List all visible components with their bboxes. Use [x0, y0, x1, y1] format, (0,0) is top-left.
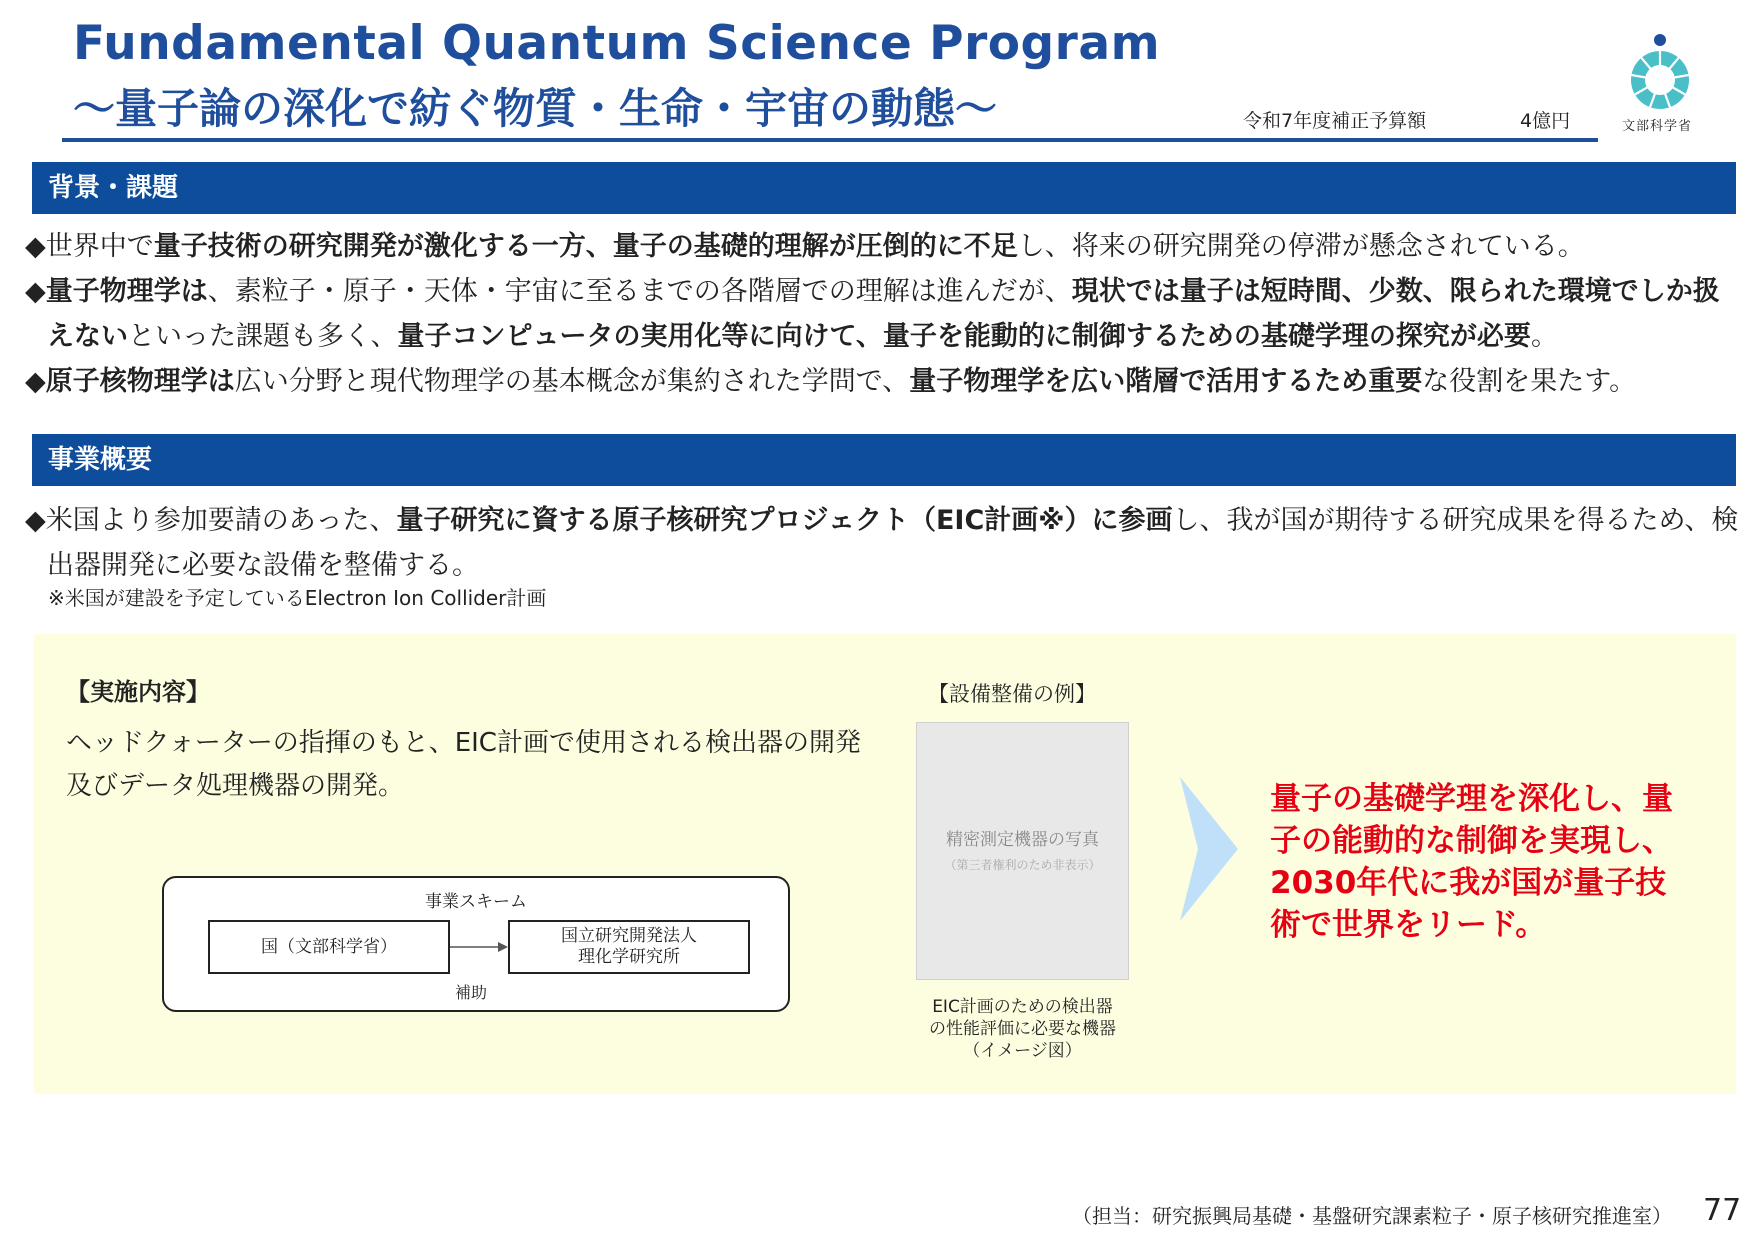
bold-run: 現状では量子は短時間、少数、限られた環境でしか扱えない [47, 276, 1720, 352]
ministry-logo-text: 文部科学省 [1622, 119, 1693, 134]
page-number: 77 [1703, 1193, 1742, 1228]
text-run: 、素粒子・原子・天体・宇宙に至るまでの各階層での理解は進んだが、 [207, 276, 1072, 307]
bullet-item [25, 359, 1735, 404]
equipment-photo-placeholder [916, 722, 1129, 980]
budget-value: 4億円 [1520, 110, 1571, 132]
scheme-flow-arrow-icon [450, 938, 510, 956]
bold-run: 量子技術の研究開発が激化する一方、量子の基礎的理解が圧倒的に不足 [153, 231, 1018, 262]
text-run: ◆米国より参加要請のあった、 [25, 505, 397, 536]
scheme-flow-label: 補助 [455, 983, 488, 1002]
implementation-body: ヘッドクォーターの指揮のもと、EIC計画で使用される検出器の開発及びデータ処理機器の開発。 [66, 728, 861, 801]
photo-placeholder-sublabel: （第三者権利のため非表示） [944, 858, 1101, 872]
implementation-heading: 【実施内容】 [66, 678, 210, 706]
photo-placeholder-label: 精密測定機器の写真 [946, 830, 1099, 850]
section-header-overview: 事業概要 [32, 434, 1736, 486]
equipment-caption [900, 996, 1145, 1062]
text-run: し、将来の研究開発の停滞が懸念されている。 [1017, 231, 1585, 262]
text-run: ◆ [25, 276, 46, 307]
bold-run: 量子物理学を広い階層で活用するため重要 [909, 366, 1423, 397]
goal-line-4: 術で世界をリード。 [1270, 907, 1547, 943]
goal-line-1: 量子の基礎学理を深化し、量 [1270, 781, 1673, 817]
text-run: 。 [1530, 321, 1558, 352]
equipment-heading: 【設備整備の例】 [928, 682, 1096, 706]
footnote: ※米国が建設を予定しているElectron Ion Collider計画 [48, 586, 547, 610]
text-run: 広い分野と現代物理学の基本概念が集約された学問で、 [234, 366, 910, 397]
text-run: な役割を果たす。 [1422, 366, 1637, 397]
text-run: し、我が国が期待する研究成果を得るため、検出器開発に必要な設備を整備する。 [47, 505, 1739, 581]
page-title-en: Fundamental Quantum Science Program [73, 16, 1161, 71]
bold-run: 量子研究に資する原子核研究プロジェクト（EIC計画※）に参画 [396, 505, 1173, 536]
scheme-riken-line1: 国立研究開発法人 [561, 926, 697, 946]
caption-line-3: （イメージ図） [963, 1041, 1082, 1061]
chevron-right-arrow-icon [1180, 777, 1238, 921]
budget-label: 令和7年度補正予算額 [1243, 110, 1427, 132]
goal-line-3: 2030年代に我が国が量子技 [1270, 865, 1667, 901]
text-run: ◆世界中で [25, 231, 154, 262]
section-header-background: 背景・課題 [32, 162, 1736, 214]
title-underline [62, 138, 1598, 142]
bold-run: 原子核物理学は [45, 366, 235, 397]
scheme-riken-line2: 理化学研究所 [578, 947, 680, 967]
bullet-item [25, 498, 1740, 588]
scheme-box-ministry: 国（文部科学省） [208, 920, 450, 974]
caption-line-2: の性能評価に必要な機器 [929, 1019, 1116, 1039]
bold-run: 量子コンピュータの実用化等に向けて、量子を能動的に制御するための基礎学理の探究が必要 [397, 321, 1531, 352]
bullet-item [25, 224, 1735, 269]
caption-line-1: EIC計画のための検出器 [932, 997, 1113, 1017]
overview-items [25, 498, 1740, 588]
contact-footer: （担当：研究振興局基礎・基盤研究課素粒子・原子核研究推進室） [1072, 1204, 1672, 1228]
page-subtitle-jp: ～量子論の深化で紡ぐ物質・生命・宇宙の動態～ [73, 84, 998, 133]
bold-run: 量子物理学は [45, 276, 208, 307]
text-run: ◆ [25, 366, 46, 397]
bullet-item [25, 269, 1735, 359]
scheme-title: 事業スキーム [425, 892, 527, 912]
scheme-box-riken [508, 920, 750, 974]
background-items [25, 224, 1735, 404]
text-run: といった課題も多く、 [128, 321, 398, 352]
goal-line-2: 子の能動的な制御を実現し、 [1270, 823, 1673, 859]
goal-statement [1270, 778, 1710, 946]
